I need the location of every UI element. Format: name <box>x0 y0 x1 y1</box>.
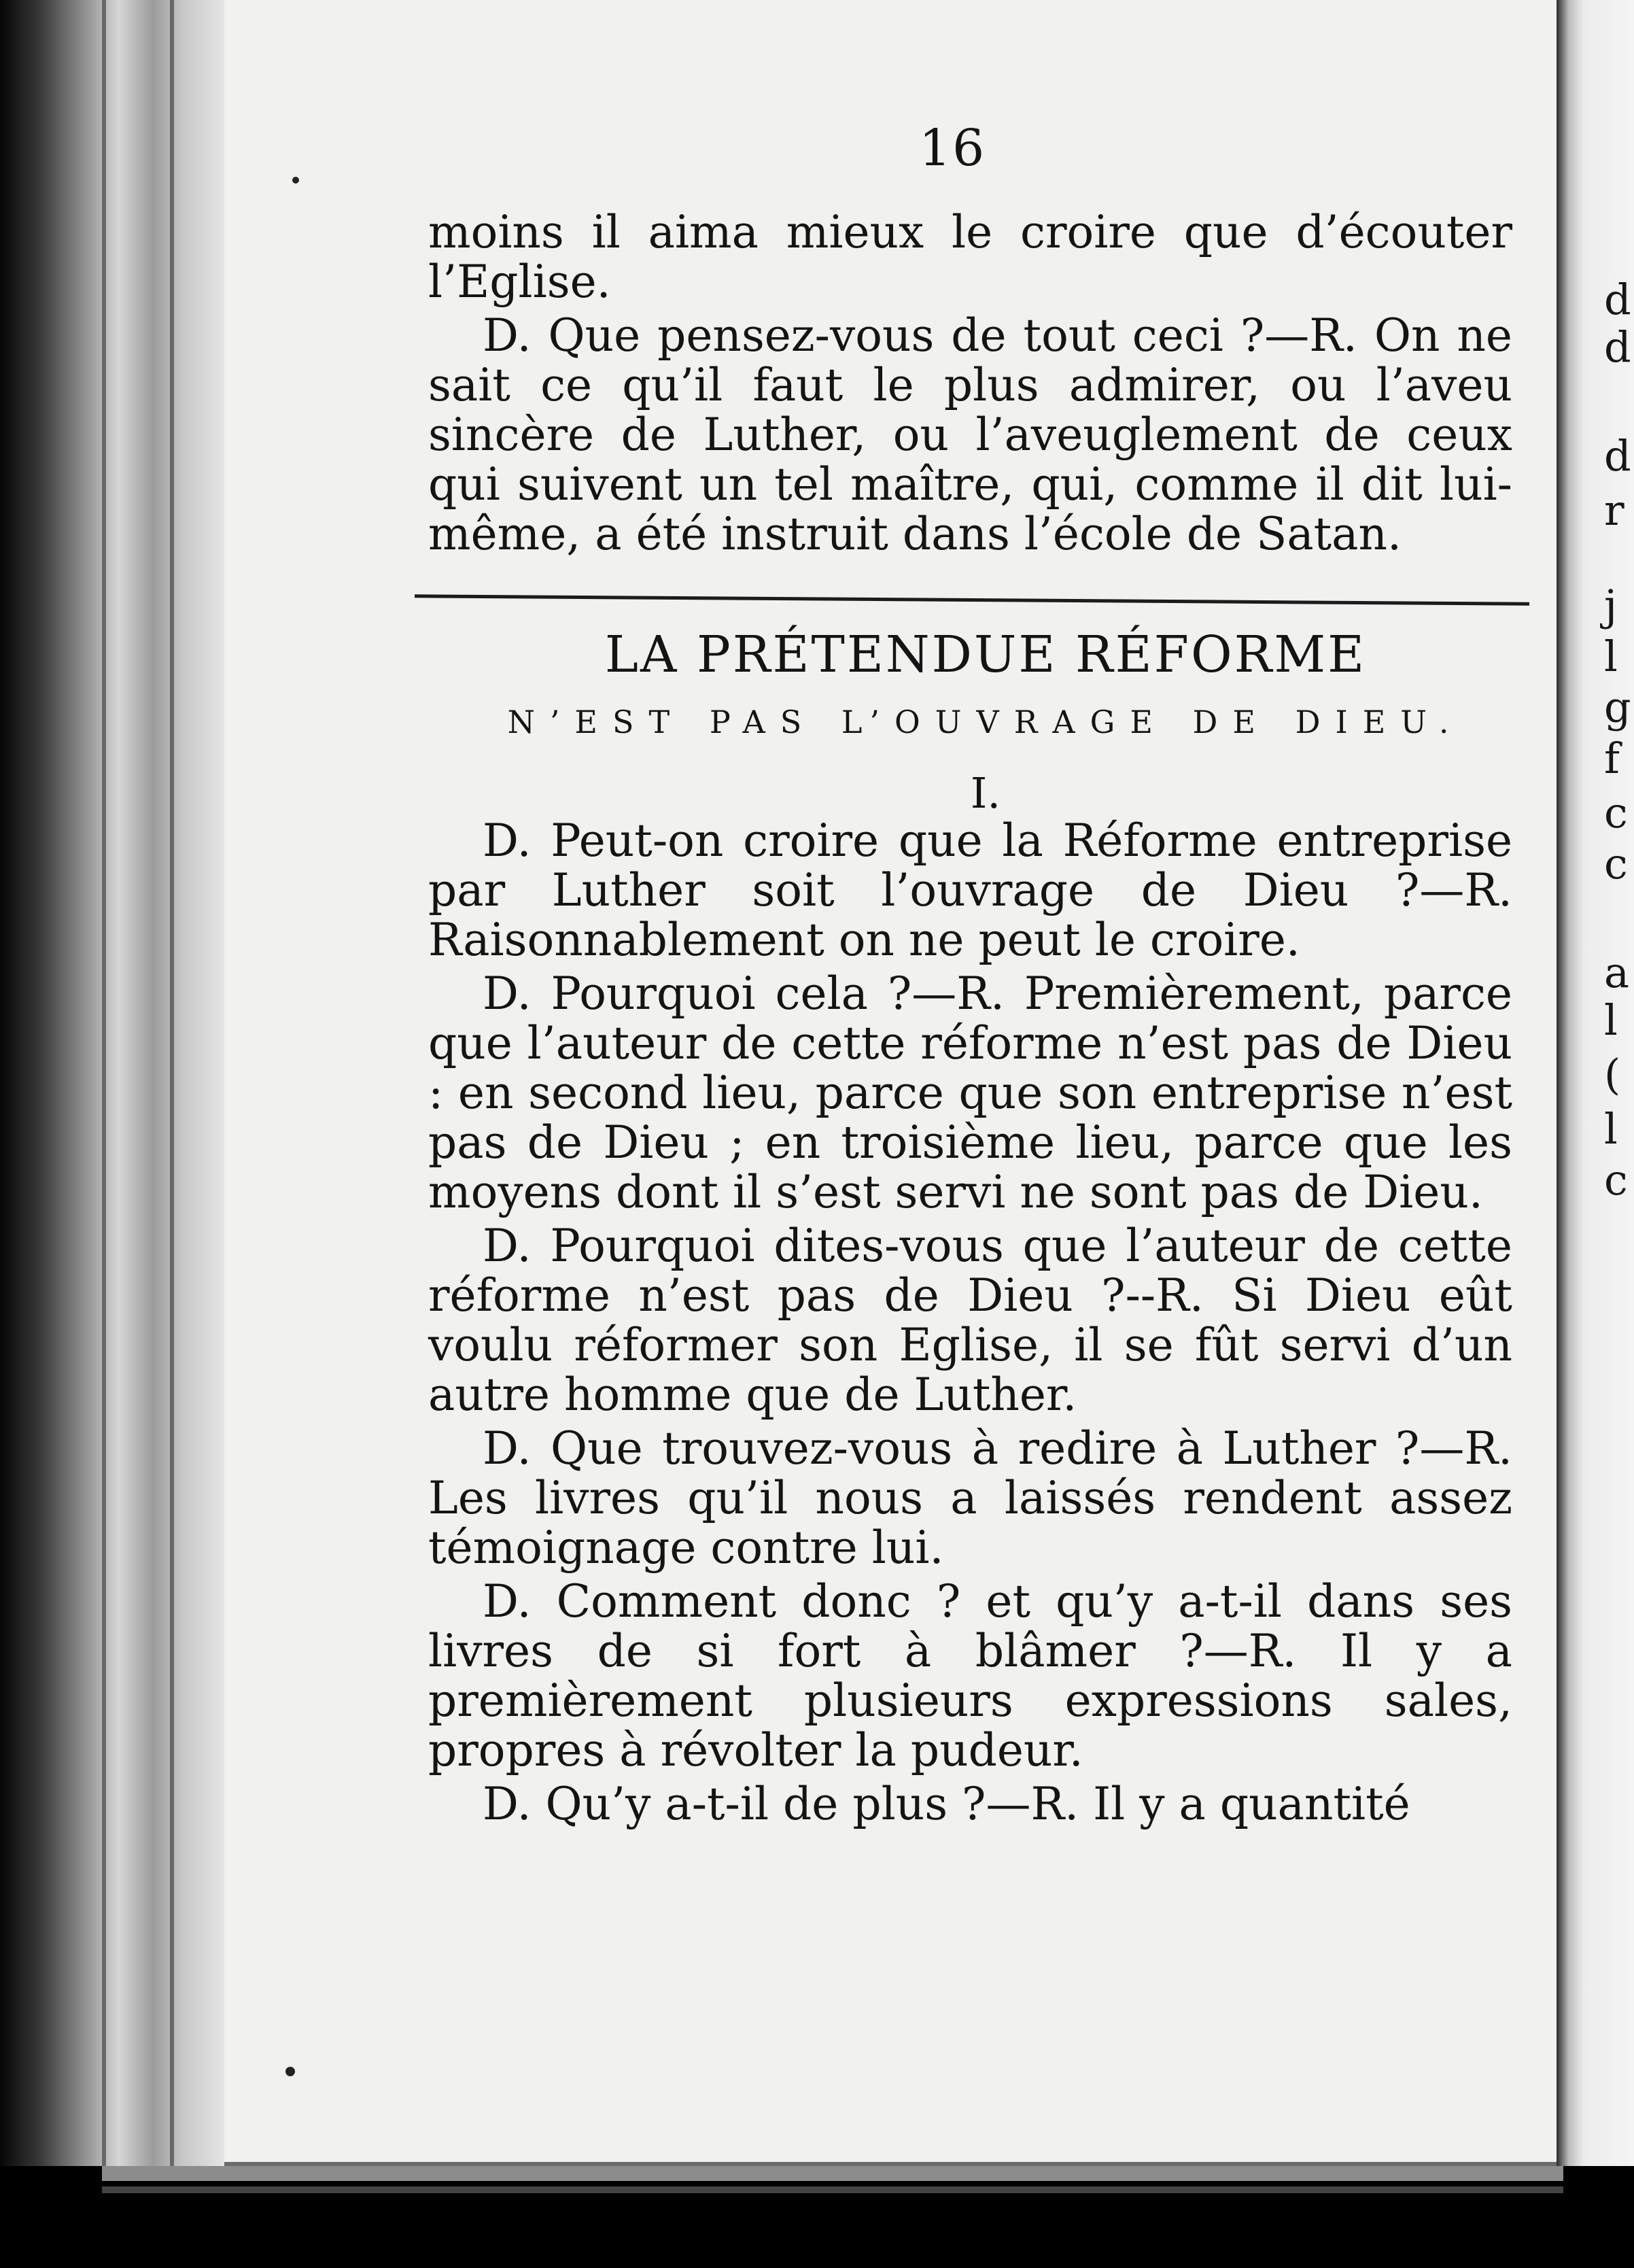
intro-paragraph-1: moins il aima mieux le croire que d’écouter l’Eglise. <box>428 206 1512 308</box>
page-number: 16 <box>919 119 986 177</box>
facing-page-letter: a <box>1604 948 1629 997</box>
binding-fold-line <box>170 0 174 2268</box>
section-subtitle: N’EST PAS L’OUVRAGE DE DIEU. <box>507 704 1464 740</box>
paragraph: D. Peut-on croire que la Réforme entreprise par Luther soit l’ouvrage de Dieu ?—R. Raisonnablement on ne peut le croire. <box>428 814 1512 966</box>
facing-page-letter: c <box>1604 1155 1628 1205</box>
ink-speck <box>285 2067 295 2076</box>
facing-page-letter: j <box>1604 581 1618 630</box>
facing-page-letter: l <box>1604 632 1618 681</box>
facing-page-letter: l <box>1604 995 1618 1045</box>
facing-page-letter: d <box>1604 275 1631 324</box>
paragraph: D. Pourquoi cela ?—R. Premièrement, parce que l’auteur de cette réforme n’est pas de Dieu : en second lieu, parce que son entreprise n’est pas de Dieu ; en troisième lieu, parce que les moyens dont il s’est servi ne sont pas de Dieu. <box>428 967 1512 1218</box>
section-numeral: I. <box>970 768 1001 818</box>
facing-page-edge <box>1557 0 1634 2176</box>
intro-text <box>428 207 1512 563</box>
paragraph: D. Qu’y a-t-il de plus ?—R. Il y a quantité <box>483 1778 1410 1830</box>
facing-page-letter: d <box>1604 322 1631 372</box>
page-edge-sheet <box>102 2166 1563 2181</box>
facing-page-letter: g <box>1604 683 1631 732</box>
facing-page-letter: f <box>1604 734 1620 783</box>
paragraph: D. Que trouvez-vous à redire à Luther ?—R. Les livres qu’il nous a laissés rendent assez témoignage contre lui. <box>428 1422 1512 1574</box>
section-title: LA PRÉTENDUE RÉFORME <box>604 625 1367 684</box>
facing-page-letter: l <box>1604 1104 1618 1154</box>
book-page <box>224 0 1557 2166</box>
facing-page-letter: r <box>1604 485 1624 535</box>
paragraph: D. Pourquoi dites-vous que l’auteur de cette réforme n’est pas de Dieu ?--R. Si Dieu eût voulu réformer son Eglise, il se fût servi d’un autre homme que de Luther. <box>428 1220 1512 1421</box>
page-edge-sheet <box>102 2186 1563 2193</box>
question-answer-text <box>428 816 1512 1833</box>
page-content <box>224 0 1557 2162</box>
page-bottom-edge <box>0 2166 1634 2268</box>
facing-page-letter: ( <box>1604 1050 1621 1099</box>
book-binding <box>0 0 224 2268</box>
facing-page-letter: c <box>1604 788 1628 838</box>
binding-fold-line <box>102 0 106 2268</box>
ink-speck <box>292 177 299 184</box>
facing-page-letter: c <box>1604 839 1628 889</box>
paragraph: D. Comment donc ? et qu’y a-t-il dans ses livres de si fort à blâmer ?—R. Il y a premièrement plusieurs expressions sales, propres à révolter la pudeur. <box>428 1575 1512 1776</box>
section-divider <box>415 594 1529 605</box>
facing-page-letter: d <box>1604 431 1631 481</box>
intro-paragraph-2: D. Que pensez-vous de tout ceci ?—R. On ne sait ce qu’il faut le plus admirer, ou l’aveu sincère de Luther, ou l’aveuglement de ceux qui suivent un tel maître, qui, comme il dit lui-même, a été instruit dans l’école de Satan. <box>428 309 1512 560</box>
